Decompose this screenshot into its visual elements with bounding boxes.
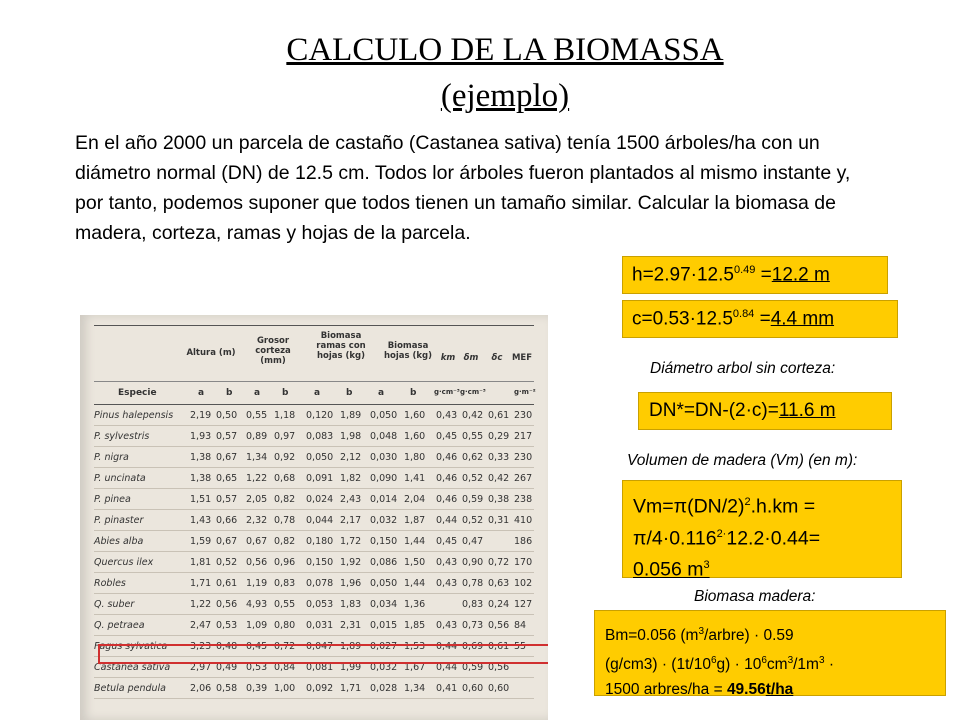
table-cell: 0,67 xyxy=(216,452,238,463)
species-name: Quercus ilex xyxy=(94,557,154,568)
table-cell: 0,47 xyxy=(462,536,484,547)
species-name: Castanea sativa xyxy=(94,662,171,673)
table-cell: 3,23 xyxy=(190,641,212,652)
biomass-line-2 xyxy=(605,648,945,677)
table-cell: 1,71 xyxy=(340,683,362,694)
height-result: 12.2 m xyxy=(771,264,830,286)
height-formula-box xyxy=(622,256,888,294)
table-cell: 1,53 xyxy=(404,641,426,652)
table-cell: 0,59 xyxy=(462,662,484,673)
table-cell: 0,50 xyxy=(216,410,238,421)
table-cell: 0,24 xyxy=(488,599,510,610)
bark-exponent: 0.84 xyxy=(732,308,755,320)
table-cell: 1,34 xyxy=(404,683,426,694)
diameter-formula-text: DN*=DN-(2·c)= xyxy=(649,400,779,421)
table-cell: 2,32 xyxy=(246,515,268,526)
biomass-result-unit: t/ha xyxy=(765,681,794,699)
table-row xyxy=(94,594,534,615)
biomass-l2b: g) · 10 xyxy=(716,656,762,674)
table-cell: 0,031 xyxy=(306,620,334,631)
table-cell: 0,44 xyxy=(436,641,458,652)
table-cell: 0,66 xyxy=(216,515,238,526)
table-cell: 0,55 xyxy=(274,599,296,610)
table-cell: 2,04 xyxy=(404,494,426,505)
volume-line-3 xyxy=(633,552,901,584)
table-cell: 0,43 xyxy=(436,578,458,589)
table-cell: 1,60 xyxy=(404,431,426,442)
wood-biomass-caption: Biomasa madera: xyxy=(694,588,816,605)
volume-caption: Volumen de madera (Vm) (en m): xyxy=(627,452,858,469)
volume-l1-exp: 2 xyxy=(744,496,751,508)
table-cell: 0,050 xyxy=(306,452,334,463)
table-cell: 0,69 xyxy=(462,641,484,652)
biomass-line-3 xyxy=(605,677,945,702)
table-row xyxy=(94,678,534,699)
table-cell: 4,93 xyxy=(246,599,268,610)
table-cell: 0,032 xyxy=(370,515,398,526)
subheader-b4: b xyxy=(410,388,417,398)
biomass-l2e: · xyxy=(824,656,834,674)
table-cell: 0,150 xyxy=(306,557,334,568)
table-cell: 2,06 xyxy=(190,683,212,694)
subheader-b3: b xyxy=(346,388,353,398)
table-cell: 0,52 xyxy=(462,473,484,484)
table-cell: 0,092 xyxy=(306,683,334,694)
table-cell: 0,46 xyxy=(436,452,458,463)
volume-l3a: 0.056 m xyxy=(633,558,704,581)
table-cell: 0,45 xyxy=(436,536,458,547)
table-cell: 1,89 xyxy=(340,410,362,421)
table-cell: 2,19 xyxy=(190,410,212,421)
table-cell: 0,52 xyxy=(462,515,484,526)
table-cell: 84 xyxy=(514,620,527,631)
table-cell: 127 xyxy=(514,599,533,610)
table-cell: 0,67 xyxy=(246,536,268,547)
species-name: P. pinaster xyxy=(94,515,144,526)
table-cell: 0,048 xyxy=(370,431,398,442)
species-name: Fagus sylvatica xyxy=(94,641,168,652)
table-cell: 1,22 xyxy=(190,599,212,610)
table-cell: 238 xyxy=(514,494,533,505)
table-cell: 0,83 xyxy=(274,578,296,589)
table-cell: 0,96 xyxy=(274,557,296,568)
table-cell: 1,83 xyxy=(340,599,362,610)
table-cell: 1,09 xyxy=(246,620,268,631)
diameter-result: 11.6 m xyxy=(778,400,836,421)
header-ramas: Biomasa ramas con hojas (kg) xyxy=(316,331,366,361)
table-cell: 1,92 xyxy=(340,557,362,568)
table-cell: 0,015 xyxy=(370,620,398,631)
table-cell: 1,96 xyxy=(340,578,362,589)
table-cell: 0,42 xyxy=(462,410,484,421)
table-cell: 0,090 xyxy=(370,473,398,484)
table-cell: 0,081 xyxy=(306,662,334,673)
species-name: Robles xyxy=(94,578,126,589)
table-cell: 0,078 xyxy=(306,578,334,589)
table-cell: 0,59 xyxy=(462,494,484,505)
table-cell: 0,56 xyxy=(488,620,510,631)
table-cell: 0,034 xyxy=(370,599,398,610)
table-cell: 0,82 xyxy=(274,536,296,547)
table-cell: 1,38 xyxy=(190,473,212,484)
table-cell: 0,84 xyxy=(274,662,296,673)
species-name: P. uncinata xyxy=(94,473,146,484)
biomass-l2-exp2: 6 xyxy=(761,655,767,667)
table-cell: 0,80 xyxy=(274,620,296,631)
table-cell: 0,53 xyxy=(216,620,238,631)
biomass-l2d: /1m xyxy=(793,656,819,674)
table-cell: 1,81 xyxy=(190,557,212,568)
header-altura: Altura (m) xyxy=(186,348,236,358)
table-cell: 267 xyxy=(514,473,533,484)
table-cell: 0,083 xyxy=(306,431,334,442)
table-cell: 0,65 xyxy=(216,473,238,484)
table-cell: 0,55 xyxy=(246,410,268,421)
table-cell: 1,89 xyxy=(340,641,362,652)
table-cell: 1,98 xyxy=(340,431,362,442)
species-name: Q. suber xyxy=(94,599,135,610)
table-cell: 170 xyxy=(514,557,533,568)
volume-l2b: 12.2·0.44= xyxy=(726,527,821,549)
table-cell: 0,61 xyxy=(488,410,510,421)
table-cell: 1,51 xyxy=(190,494,212,505)
table-cell: 0,41 xyxy=(436,683,458,694)
species-name: Betula pendula xyxy=(94,683,166,694)
table-cell: 1,50 xyxy=(404,557,426,568)
allometric-table-image xyxy=(80,315,548,720)
species-name: P. nigra xyxy=(94,452,129,463)
table-cell: 1,72 xyxy=(340,536,362,547)
subheader-u2: g·cm⁻³ xyxy=(460,388,486,396)
table-cell: 0,091 xyxy=(306,473,334,484)
volume-line-2 xyxy=(633,521,901,553)
table-cell: 0,33 xyxy=(488,452,510,463)
table-cell: 0,45 xyxy=(436,431,458,442)
species-name: P. sylvestris xyxy=(94,431,150,442)
bark-formula-text: c=0.53·12.5 xyxy=(632,308,733,330)
table-cell: 0,57 xyxy=(216,431,238,442)
table-cell: 1,82 xyxy=(340,473,362,484)
table-cell: 1,59 xyxy=(190,536,212,547)
table-cell: 0,53 xyxy=(246,662,268,673)
table-cell: 0,024 xyxy=(306,494,334,505)
table-cell: 230 xyxy=(514,452,533,463)
table-cell: 0,46 xyxy=(436,473,458,484)
biomass-l1-exp: 3 xyxy=(698,626,705,637)
table-cell: 2,05 xyxy=(246,494,268,505)
table-cell: 1,19 xyxy=(246,578,268,589)
table-cell: 0,050 xyxy=(370,578,398,589)
table-cell: 0,44 xyxy=(436,515,458,526)
header-hojas: Biomasa hojas (kg) xyxy=(383,341,433,361)
subheader-a3: a xyxy=(314,388,321,398)
header-dm: δm xyxy=(463,353,479,363)
table-cell: 0,72 xyxy=(488,557,510,568)
bark-equals: = xyxy=(754,308,771,330)
table-cell: 0,43 xyxy=(436,620,458,631)
biomass-l1a: Bm=0.056 (m xyxy=(605,627,699,645)
table-cell: 1,93 xyxy=(190,431,212,442)
volume-l1a: Vm=π(DN/2) xyxy=(633,495,745,518)
header-km: km xyxy=(440,353,456,363)
table-cell: 0,60 xyxy=(462,683,484,694)
table-row xyxy=(94,405,534,426)
problem-statement: En el año 2000 un parcela de castaño (Castanea sativa) tenía 1500 árboles/ha con un diámetro normal (DN) de 12.5 cm. Todos lor árboles fueron plantados al mismo instante y, por tanto, podemos suponer que todos tienen un tamaño similar. Calcular la biomasa de madera, corteza, ramas y hojas de la parcela. xyxy=(75,132,851,244)
table-cell: 0,030 xyxy=(370,452,398,463)
table-cell: 0,46 xyxy=(436,494,458,505)
header-grosor: Grosor corteza (mm) xyxy=(255,336,291,366)
table-cell: 1,41 xyxy=(404,473,426,484)
table-cell: 0,67 xyxy=(216,536,238,547)
table-cell: 1,00 xyxy=(274,683,296,694)
table-cell: 1,44 xyxy=(404,536,426,547)
table-cell: 0,044 xyxy=(306,515,334,526)
height-formula-text: h=2.97·12.5 xyxy=(632,264,734,286)
species-name: Abies alba xyxy=(94,536,144,547)
table-cell: 0,90 xyxy=(462,557,484,568)
table-cell: 1,71 xyxy=(190,578,212,589)
table-cell: 0,028 xyxy=(370,683,398,694)
subheader-a1: a xyxy=(198,388,205,398)
table-cell: 0,60 xyxy=(488,683,510,694)
table-cell: 2,12 xyxy=(340,452,362,463)
species-name: Pinus halepensis xyxy=(94,410,174,421)
bark-result: 4.4 mm xyxy=(770,308,835,330)
biomass-l2c: cm xyxy=(766,656,788,674)
table-cell: 0,83 xyxy=(462,599,484,610)
table-row xyxy=(94,468,534,489)
biomass-l2-exp3: 3 xyxy=(787,655,794,667)
table-cell: 0,047 xyxy=(306,641,334,652)
table-cell: 0,61 xyxy=(216,578,238,589)
biomass-l1b: /arbre) · 0.59 xyxy=(704,627,794,645)
table-cell: 55 xyxy=(514,641,527,652)
table-cell: 0,68 xyxy=(274,473,296,484)
table-cell: 0,56 xyxy=(246,557,268,568)
table-cell: 0,55 xyxy=(462,431,484,442)
species-name: P. pinea xyxy=(94,494,131,505)
table-cell: 0,73 xyxy=(462,620,484,631)
subheader-a2: a xyxy=(254,388,261,398)
table-cell: 0,42 xyxy=(488,473,510,484)
table-cell: 0,053 xyxy=(306,599,334,610)
diameter-formula-box xyxy=(638,392,892,430)
table-cell: 0,89 xyxy=(246,431,268,442)
table-cell: 0,45 xyxy=(246,641,268,652)
table-row xyxy=(94,510,534,531)
table-subheader xyxy=(94,381,534,405)
table-cell: 0,31 xyxy=(488,515,510,526)
table-cell: 1,34 xyxy=(246,452,268,463)
table-cell: 102 xyxy=(514,578,533,589)
diameter-caption: Diámetro arbol sin corteza: xyxy=(650,360,836,377)
table-row xyxy=(94,531,534,552)
table-cell: 0,92 xyxy=(274,452,296,463)
table-cell: 2,97 xyxy=(190,662,212,673)
table-cell: 0,63 xyxy=(488,578,510,589)
castanea-highlight xyxy=(98,644,548,664)
table-cell: 0,56 xyxy=(488,662,510,673)
subheader-u3: g·m⁻² xyxy=(514,388,536,396)
table-cell: 1,99 xyxy=(340,662,362,673)
volume-l1b: .h.km = xyxy=(750,495,816,518)
table-cell: 1,36 xyxy=(404,599,426,610)
biomass-l2a: (g/cm3) · (1t/10 xyxy=(605,656,711,674)
height-exponent: 0.49 xyxy=(733,264,756,276)
table-cell: 1,67 xyxy=(404,662,426,673)
table-cell: 1,18 xyxy=(274,410,296,421)
table-cell: 0,82 xyxy=(274,494,296,505)
table-cell: 230 xyxy=(514,410,533,421)
volume-l3-exp: 3 xyxy=(703,559,710,571)
table-cell: 0,050 xyxy=(370,410,398,421)
table-header xyxy=(94,326,534,381)
table-cell: 0,78 xyxy=(462,578,484,589)
biomass-result-value: 49.56 xyxy=(726,681,766,699)
table-row xyxy=(94,447,534,468)
biomass-line-1 xyxy=(605,619,945,648)
height-equals: = xyxy=(755,264,772,286)
subheader-b1: b xyxy=(226,388,233,398)
volume-l2a: π/4·0.116 xyxy=(633,527,717,549)
table-row xyxy=(94,552,534,573)
volume-line-1 xyxy=(633,489,901,521)
species-name: Q. petraea xyxy=(94,620,145,631)
volume-formula-box xyxy=(622,480,902,581)
table-cell: 0,48 xyxy=(216,641,238,652)
table-cell: 1,38 xyxy=(190,452,212,463)
bark-formula-box xyxy=(622,300,898,338)
table-cell: 217 xyxy=(514,431,533,442)
table-cell: 0,014 xyxy=(370,494,398,505)
table-cell: 0,29 xyxy=(488,431,510,442)
table-cell: 1,44 xyxy=(404,578,426,589)
table-cell: 0,72 xyxy=(274,641,296,652)
table-cell: 2,31 xyxy=(340,620,362,631)
table-cell: 410 xyxy=(514,515,533,526)
table-cell: 0,61 xyxy=(488,641,510,652)
table-cell: 0,78 xyxy=(274,515,296,526)
table-row xyxy=(94,426,534,447)
wood-biomass-formula-box xyxy=(594,610,946,699)
table-cell: 186 xyxy=(514,536,533,547)
page-title: CALCULO DE LA BIOMASSA xyxy=(286,32,724,68)
table-row xyxy=(94,489,534,510)
table-cell: 0,120 xyxy=(306,410,334,421)
table-cell: 0,086 xyxy=(370,557,398,568)
header-mef: MEF xyxy=(511,353,533,363)
table-cell: 2,43 xyxy=(340,494,362,505)
header-dc: δc xyxy=(491,353,503,363)
table-cell: 1,60 xyxy=(404,410,426,421)
table-cell: 0,57 xyxy=(216,494,238,505)
table-cell: 0,43 xyxy=(436,557,458,568)
table-cell: 0,52 xyxy=(216,557,238,568)
table-cell: 1,43 xyxy=(190,515,212,526)
table-cell: 2,47 xyxy=(190,620,212,631)
table-cell: 0,62 xyxy=(462,452,484,463)
biomass-l3a: 1500 arbres/ha = xyxy=(605,681,727,699)
table-cell: 0,97 xyxy=(274,431,296,442)
table-cell: 0,44 xyxy=(436,662,458,673)
table-cell: 0,49 xyxy=(216,662,238,673)
table-cell: 0,180 xyxy=(306,536,334,547)
table-cell: 0,38 xyxy=(488,494,510,505)
biomass-l2-exp4: 3 xyxy=(818,655,825,667)
page-subtitle: (ejemplo) xyxy=(440,78,570,114)
table-cell: 0,56 xyxy=(216,599,238,610)
table-row xyxy=(94,573,534,594)
subheader-u1: g·cm⁻³ xyxy=(434,388,460,396)
table-cell: 1,85 xyxy=(404,620,426,631)
table-cell: 0,027 xyxy=(370,641,398,652)
table-cell: 0,43 xyxy=(436,410,458,421)
table-cell: 1,80 xyxy=(404,452,426,463)
subheader-especie: Especie xyxy=(118,388,157,398)
table-cell: 1,22 xyxy=(246,473,268,484)
table-cell: 1,87 xyxy=(404,515,426,526)
table-cell: 0,032 xyxy=(370,662,398,673)
subheader-b2: b xyxy=(282,388,289,398)
table-cell: 0,150 xyxy=(370,536,398,547)
table-cell: 0,58 xyxy=(216,683,238,694)
biomass-l2-exp1: 6 xyxy=(710,655,717,667)
table-cell: 2,17 xyxy=(340,515,362,526)
subheader-a4: a xyxy=(378,388,385,398)
table-row xyxy=(94,615,534,636)
volume-l2-exp: 2· xyxy=(716,527,727,540)
table-cell: 0,39 xyxy=(246,683,268,694)
allometric-table xyxy=(94,325,534,699)
